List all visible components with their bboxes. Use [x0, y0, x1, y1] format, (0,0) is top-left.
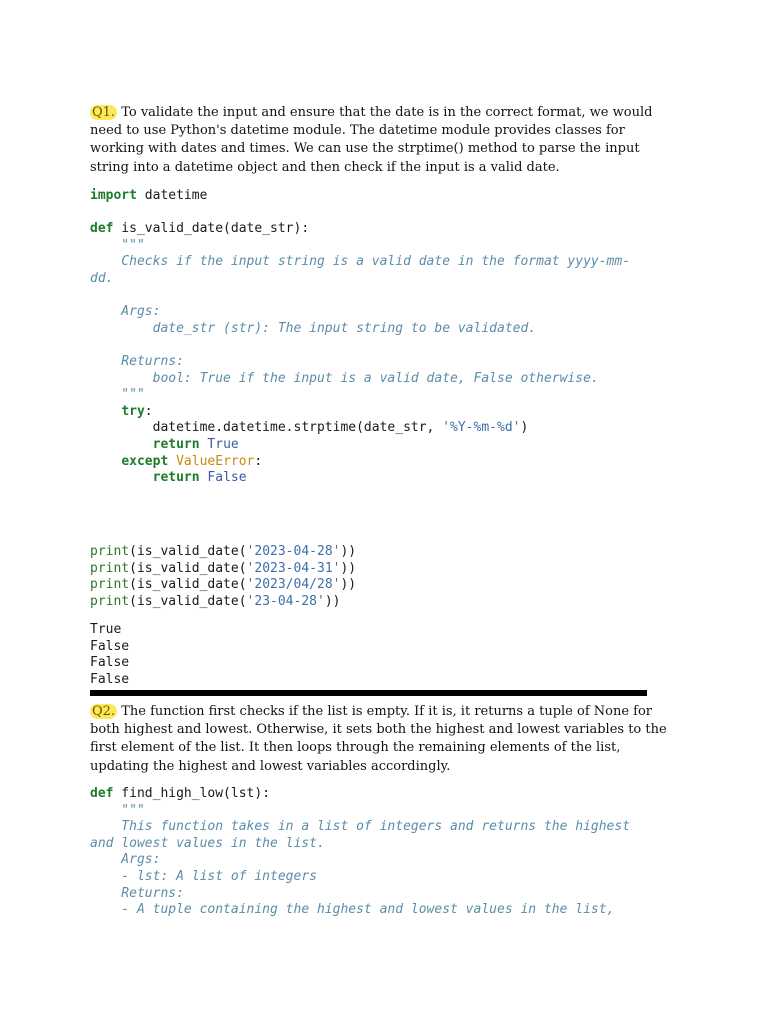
print-line: print(is_valid_date('2023-04-31')) — [90, 560, 357, 576]
function-signature: is_valid_date(date_str): — [113, 221, 310, 237]
q1-paragraph — [90, 104, 680, 177]
output-line: True — [90, 622, 122, 637]
q2-paragraph — [90, 703, 668, 776]
function-signature: find_high_low(lst): — [113, 786, 271, 801]
docstring-line: and lowest values in the list. — [90, 835, 325, 851]
output-line: False — [90, 671, 130, 687]
return-keyword: return — [152, 436, 200, 452]
output-line: False — [90, 638, 130, 654]
docstring-returns-line: - A tuple containing the highest and lowest values in the list, — [90, 902, 615, 918]
false-constant: False — [207, 470, 247, 486]
def-keyword: def — [90, 221, 114, 237]
docstring-args: Args: — [90, 852, 161, 868]
q1-output — [90, 622, 129, 688]
docstring-args: Args: — [90, 304, 161, 320]
docstring-line: This function takes in a list of integers and returns the highest — [90, 819, 631, 835]
q2-marker: Q2. — [92, 704, 116, 719]
q1-code-block — [90, 188, 630, 487]
document-body — [90, 104, 680, 177]
try-keyword: try — [121, 403, 145, 419]
strptime-call: datetime.datetime.strptime(date_str, — [90, 420, 443, 436]
q1-text: To validate the input and ensure that the date is in the correct format, we would need to use Python's datetime module. The datetime module provides classes for working with dates and times. We can use the strptime() method to parse the input string into a datetime object and then check if the input is a valid date. — [90, 105, 653, 175]
docstring-args-line: - lst: A list of integers — [90, 868, 317, 884]
docstring-open: """ — [90, 802, 145, 818]
docstring-args-line: date_str (str): The input string to be validated. — [90, 320, 537, 336]
print-line: print(is_valid_date('2023-04-28')) — [90, 544, 357, 559]
colon: : — [144, 403, 153, 419]
format-string: '%Y-%m-%d' — [442, 420, 521, 436]
except-keyword: except — [121, 453, 169, 469]
import-keyword: import — [90, 188, 137, 203]
docstring-line: dd. — [90, 270, 114, 286]
paren-close: ) — [520, 420, 529, 436]
q2-text: The function first checks if the list is empty. If it is, it returns a tuple of None for both highest and lowest. Otherwise, it sets both the highest and lowest variables to the first element of the list. It then loops through the remaining elements of the list, updating the highest and lowest variables accordingly. — [90, 704, 667, 774]
section-divider — [90, 690, 647, 696]
def-keyword: def — [90, 786, 114, 801]
colon: : — [254, 453, 263, 469]
q2-code-block — [90, 786, 630, 919]
docstring-open: """ — [90, 237, 145, 253]
q1-test-calls — [90, 544, 356, 610]
docstring-returns-line: bool: True if the input is a valid date, False otherwise. — [90, 370, 599, 386]
docstring-returns: Returns: — [90, 885, 184, 901]
docstring-close: """ — [90, 387, 145, 403]
docstring-line: Checks if the input string is a valid date in the format yyyy-mm- — [90, 254, 631, 270]
print-line: print(is_valid_date('23-04-28')) — [90, 593, 341, 609]
print-line: print(is_valid_date('2023/04/28')) — [90, 577, 357, 593]
true-constant: True — [207, 436, 239, 452]
q2-section — [90, 703, 668, 776]
return-keyword: return — [152, 470, 200, 486]
value-error: ValueError — [176, 453, 255, 469]
output-line: False — [90, 655, 130, 671]
import-module: datetime — [136, 188, 208, 203]
docstring-returns: Returns: — [90, 353, 184, 369]
q1-marker: Q1. — [92, 105, 116, 120]
